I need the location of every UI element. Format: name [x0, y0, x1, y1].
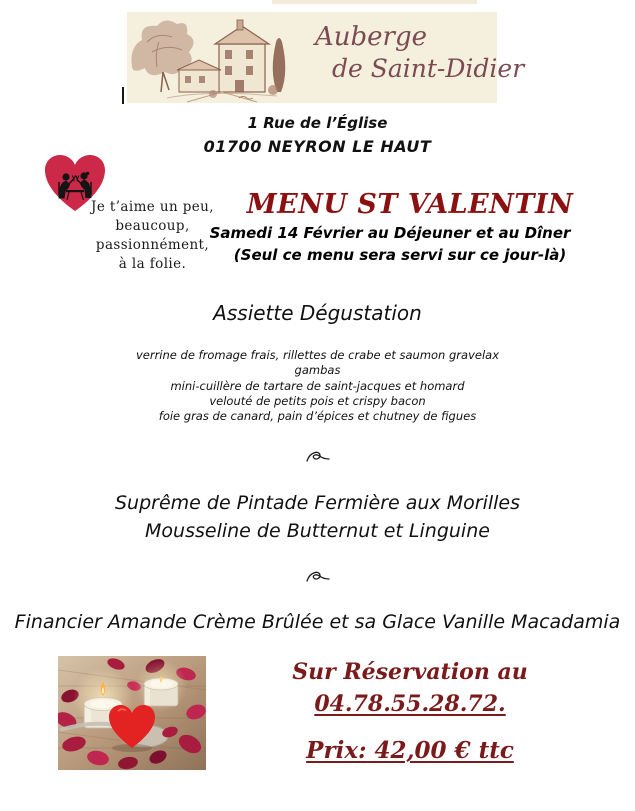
starter-item: mini-cuillère de tartare de saint-jacques et homard — [170, 378, 465, 393]
starter-items-list — [0, 348, 635, 424]
menu-title: MENU ST VALENTIN — [246, 189, 574, 220]
love-quote-line: beaucoup, — [115, 218, 190, 234]
address-line2: 01700 NEYRON LE HAUT — [203, 137, 432, 156]
starter-item: foie gras de canard, pain d’épices et chutney de figues — [158, 409, 477, 424]
menu-note-line: (Seul ce menu sera servi sur ce jour-là) — [233, 246, 567, 264]
banner-title-line2: de Saint-Didier — [332, 54, 525, 83]
love-quote-line: passionnément, — [95, 237, 210, 253]
reservation-phone — [250, 691, 570, 717]
love-quote-line: à la folie. — [118, 256, 187, 272]
reservation-label: Sur Réservation au — [292, 659, 528, 685]
love-quote-line: Je t’aime un peu, — [91, 199, 214, 215]
top-edge-artifact — [272, 0, 477, 4]
starter-title: Assiette Dégustation — [213, 301, 422, 325]
main-course-line2: Mousseline de Butternut et Linguine — [145, 520, 490, 542]
dessert-line: Financier Amande Crème Brûlée et sa Glace Vanille Macadamia — [14, 611, 621, 633]
leaf-flourish-divider — [302, 448, 334, 468]
starter-item: velouté de petits pois et crispy bacon — [209, 393, 426, 408]
text-cursor-mark — [122, 87, 124, 104]
menu-date-line: Samedi 14 Février au Déjeuner et au Dîner — [209, 224, 571, 242]
price-line — [245, 737, 575, 764]
price-value: Prix: 42,00 € ttc — [306, 737, 514, 764]
main-course-line1: Suprême de Pintade Fermière aux Morilles — [114, 492, 521, 514]
address-line1: 1 Rue de l’Église — [247, 114, 388, 132]
starter-item: verrine de fromage frais, rillettes de crabe et saumon gravelax — [135, 348, 500, 362]
phone-number: 04.78.55.28.72. — [314, 691, 506, 717]
header-banner — [127, 12, 525, 103]
inn-sketch-illustration — [127, 12, 327, 103]
starter-item: gambas — [294, 363, 341, 378]
candles-and-heart-photo — [58, 656, 206, 770]
leaf-flourish-divider — [302, 568, 334, 588]
banner-title-line1: Auberge — [315, 22, 428, 52]
